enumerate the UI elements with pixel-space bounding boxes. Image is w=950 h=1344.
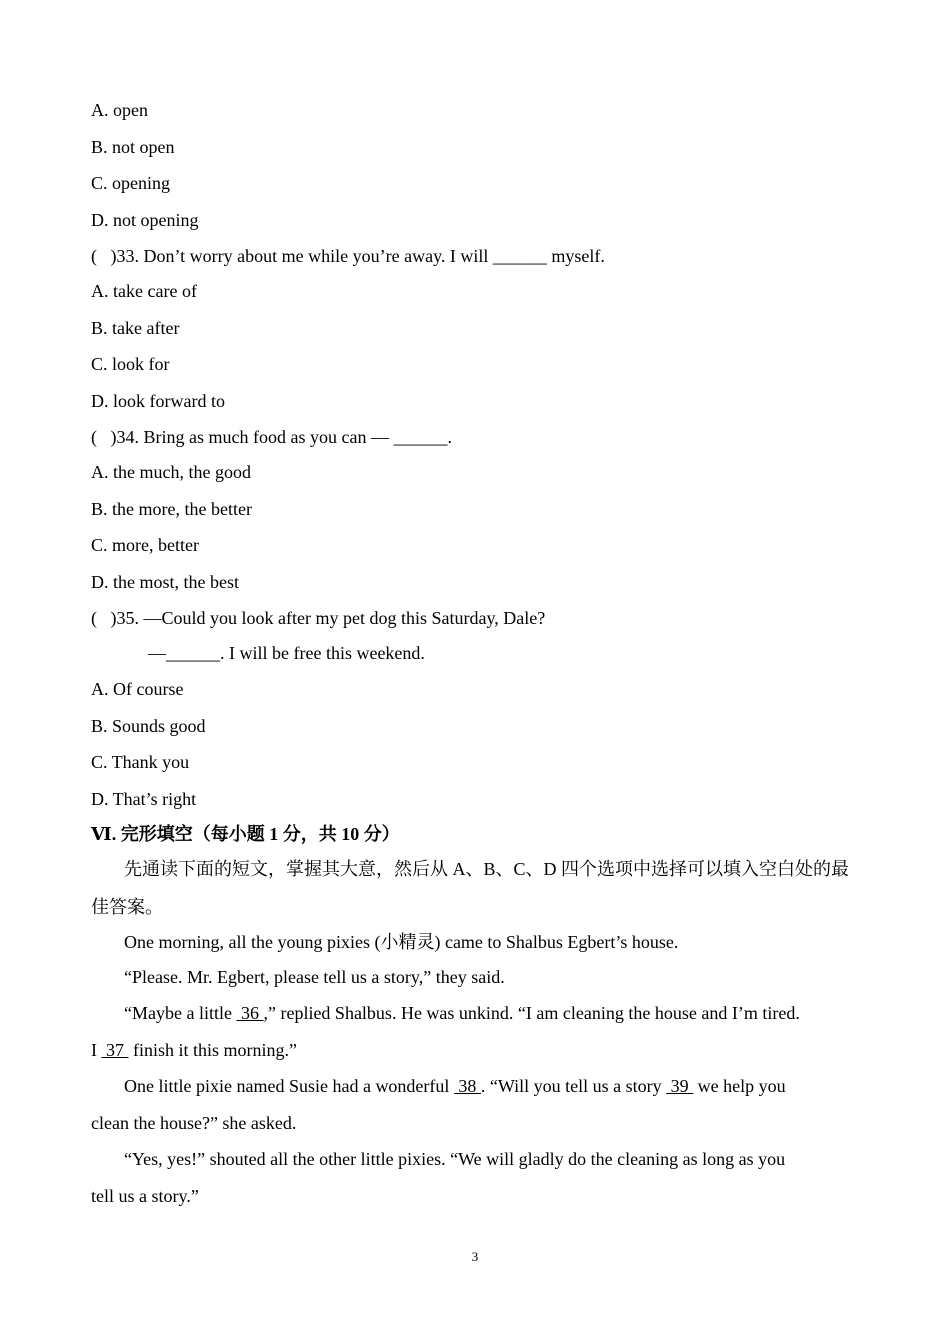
q35-option-a: A. Of course: [91, 679, 184, 699]
page-number: 3: [471, 1249, 479, 1264]
passage-text: One little pixie named Susie had a wonderful: [124, 1076, 454, 1096]
section-title: Ⅵ. 完形填空（每小题 1 分，共 10 分）: [91, 824, 400, 844]
q32-option-c: C. opening: [91, 173, 170, 193]
passage-paragraph-3-cont: [91, 1039, 297, 1061]
q34-option-a: A. the much, the good: [91, 462, 251, 482]
passage-paragraph-3: [124, 1002, 800, 1024]
section-instruction: 先通读下面的短文，掌握其大意，然后从 A、B、C、D 四个选项中选择可以填入空白处的最: [124, 859, 850, 879]
q35-option-b: B. Sounds good: [91, 716, 206, 736]
passage-paragraph-4: [124, 1075, 786, 1097]
q32-option-b: B. not open: [91, 137, 175, 157]
q34-option-b: B. the more, the better: [91, 499, 252, 519]
q32-option-d: D. not opening: [91, 210, 199, 230]
section-instruction-cont: 佳答案。: [91, 897, 163, 917]
passage-paragraph-2: “Please. Mr. Egbert, please tell us a story,” they said.: [124, 967, 505, 987]
passage-text: ,” replied Shalbus. He was unkind. “I am cleaning the house and I’m tired.: [263, 1003, 800, 1023]
blank-39: 39: [666, 1076, 694, 1096]
q35-reply: —______. I will be free this weekend.: [148, 643, 425, 663]
q33-option-d: D. look forward to: [91, 391, 225, 411]
blank-37: 37: [101, 1040, 129, 1060]
passage-text: I: [91, 1040, 102, 1060]
q34-stem: ( )34. Bring as much food as you can — ______.: [91, 427, 452, 447]
q35-option-d: D. That’s right: [91, 789, 197, 809]
passage-paragraph-1: One morning, all the young pixies (小精灵) came to Shalbus Egbert’s house.: [124, 932, 679, 952]
passage-text: . “Will you tell us a story: [480, 1076, 667, 1096]
passage-text: we help you: [693, 1076, 786, 1096]
passage-paragraph-4-cont: clean the house?” she asked.: [91, 1113, 297, 1133]
q33-option-c: C. look for: [91, 354, 170, 374]
passage-text: finish it this morning.”: [128, 1040, 297, 1060]
q33-option-a: A. take care of: [91, 281, 197, 301]
q35-option-c: C. Thank you: [91, 752, 190, 772]
q33-stem: ( )33. Don’t worry about me while you’re away. I will ______ myself.: [91, 246, 605, 266]
q34-option-d: D. the most, the best: [91, 572, 239, 592]
blank-38: 38: [453, 1076, 481, 1096]
passage-text: “Maybe a little: [124, 1003, 237, 1023]
blank-36: 36: [236, 1003, 264, 1023]
q35-stem: ( )35. —Could you look after my pet dog this Saturday, Dale?: [91, 608, 546, 628]
passage-paragraph-5-cont: tell us a story.”: [91, 1186, 199, 1206]
passage-paragraph-5: “Yes, yes!” shouted all the other little pixies. “We will gladly do the cleaning as long as you: [124, 1149, 786, 1169]
q33-option-b: B. take after: [91, 318, 180, 338]
q34-option-c: C. more, better: [91, 535, 199, 555]
q32-option-a: A. open: [91, 100, 148, 120]
